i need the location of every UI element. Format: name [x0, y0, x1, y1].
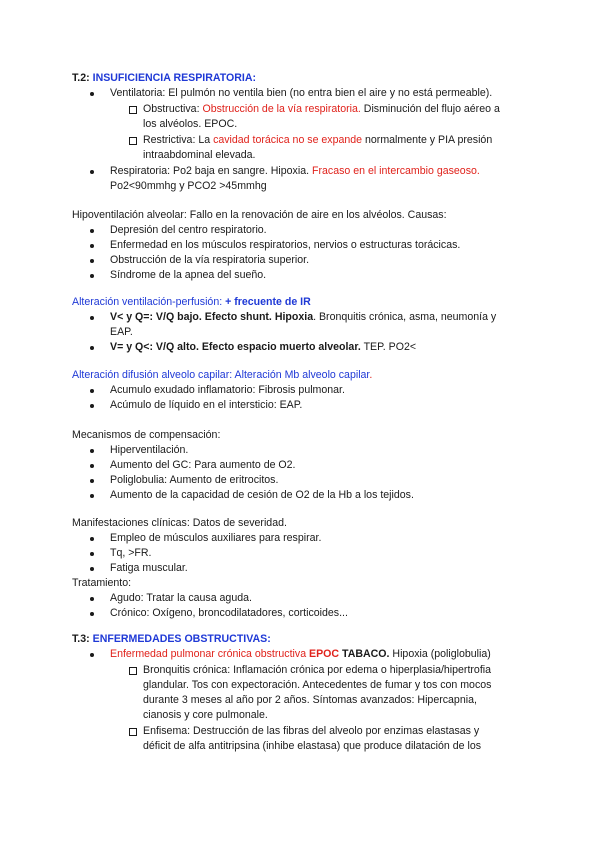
bullet-icon	[90, 404, 94, 408]
tratamiento-title: Tratamiento:	[72, 577, 132, 589]
bullet-icon	[90, 653, 94, 657]
restrictiva-label: Restrictiva: La	[143, 134, 214, 146]
vp-item-2	[110, 340, 416, 355]
list-item: Depresión del centro respiratorio.	[110, 224, 267, 236]
checkbox-icon	[129, 106, 137, 114]
vp-title-text: Alteración ventilación-perfusión:	[72, 296, 226, 308]
bronquitis-line: cianosis y core pulmonale.	[143, 709, 268, 721]
epoc-highlight: Enfermedad pulmonar crónica obstructiva	[110, 648, 310, 660]
vp-title	[72, 295, 311, 310]
obstructiva-line	[143, 102, 500, 117]
list-item: Poliglobulia: Aumento de eritrocitos.	[110, 474, 279, 486]
checkbox-icon	[129, 667, 137, 675]
bullet-icon	[90, 464, 94, 468]
bullet-icon	[90, 567, 94, 571]
list-item: Aumento de la capacidad de cesión de O2 de la Hb a los tejidos.	[110, 489, 414, 501]
bullet-icon	[90, 537, 94, 541]
ventilatoria-text: Ventilatoria: El pulmón no ventila bien (no entra bien el aire y no está permeable).	[110, 87, 493, 99]
obstructiva-highlight: Obstrucción de la vía respiratoria.	[202, 103, 361, 115]
vp-item-1-bold: V< y Q=: V/Q bajo. Efecto shunt. Hipoxia	[110, 311, 314, 323]
vp-item-1-text: . Bronquitis crónica, asma, neumonía y	[313, 311, 497, 323]
restrictiva-highlight: cavidad torácica no se expande	[213, 134, 363, 146]
list-item: Acúmulo de líquido en el intersticio: EAP.	[110, 399, 303, 411]
list-item: Hiperventilación.	[110, 444, 189, 456]
enfisema-line: déficit de alfa antitripsina (inhibe elastasa) que produce dilatación de los	[143, 740, 482, 752]
list-item: Tq, >FR.	[110, 547, 152, 559]
t2-title: INSUFICIENCIA RESPIRATORIA:	[92, 72, 257, 84]
list-item: Agudo: Tratar la causa aguda.	[110, 592, 252, 604]
manifestaciones-title: Manifestaciones clínicas: Datos de severidad.	[72, 517, 287, 529]
difusion-title-dot: .	[369, 369, 373, 381]
epoc-line	[110, 647, 491, 662]
bullet-icon	[90, 552, 94, 556]
mecanismos-title: Mecanismos de compensación:	[72, 429, 221, 441]
checkbox-icon	[129, 137, 137, 145]
list-item: Empleo de músculos auxiliares para respirar.	[110, 532, 322, 544]
epoc-text: Hipoxia (poliglobulia)	[389, 648, 491, 660]
vp-item-1-cont: EAP.	[110, 326, 133, 338]
bullet-icon	[90, 259, 94, 263]
bullet-icon	[90, 170, 94, 174]
difusion-title	[72, 368, 372, 383]
checkbox-icon	[129, 728, 137, 736]
bullet-icon	[90, 597, 94, 601]
bullet-icon	[90, 479, 94, 483]
bullet-icon	[90, 494, 94, 498]
bronquitis-line: glandular. Tos con expectoración. Antecedentes de fumar y tos con mocos	[143, 679, 492, 691]
restrictiva-text: normalmente y PIA presión	[362, 134, 493, 146]
obstructiva-label: Obstructiva:	[143, 103, 203, 115]
list-item: Acumulo exudado inflamatorio: Fibrosis pulmonar.	[110, 384, 345, 396]
list-item: Obstrucción de la vía respiratoria superior.	[110, 254, 310, 266]
respiratoria-line	[110, 164, 480, 179]
respiratoria-cont: Po2<90mmhg y PCO2 >45mmhg	[110, 180, 267, 192]
obstructiva-text: Disminución del flujo aéreo a	[360, 103, 500, 115]
list-item: Síndrome de la apnea del sueño.	[110, 269, 267, 281]
list-item: Fatiga muscular.	[110, 562, 188, 574]
list-item: Aumento del GC: Para aumento de O2.	[110, 459, 296, 471]
restrictiva-line	[143, 133, 492, 148]
t3-title: ENFERMEDADES OBSTRUCTIVAS:	[92, 633, 271, 645]
bullet-icon	[90, 389, 94, 393]
bullet-icon	[90, 92, 94, 96]
t2-heading	[72, 71, 256, 86]
bullet-icon	[90, 346, 94, 350]
restrictiva-cont: intraabdominal elevada.	[143, 149, 256, 161]
epoc-acronym: EPOC	[309, 648, 340, 660]
obstructiva-cont: los alvéolos. EPOC.	[143, 118, 238, 130]
bullet-icon	[90, 612, 94, 616]
bullet-icon	[90, 316, 94, 320]
vp-title-bold: + frecuente de IR	[225, 296, 311, 308]
bullet-icon	[90, 244, 94, 248]
respiratoria-highlight: Fracaso en el intercambio gaseoso.	[312, 165, 480, 177]
vp-item-2-bold: V= y Q<: V/Q alto. Efecto espacio muerto alveolar.	[110, 341, 361, 353]
t3-prefix: T.3:	[72, 633, 90, 645]
bullet-icon	[90, 449, 94, 453]
list-item: Enfermedad en los músculos respiratorios, nervios o estructuras torácicas.	[110, 239, 461, 251]
t2-prefix: T.2:	[72, 72, 90, 84]
difusion-title-text: Alteración difusión alveolo capilar: Alteración Mb alveolo capilar	[72, 369, 370, 381]
respiratoria-text: Respiratoria: Po2 baja en sangre. Hipoxia.	[110, 165, 312, 177]
list-item: Crónico: Oxígeno, broncodilatadores, corticoides...	[110, 607, 348, 619]
bronquitis-line: durante 3 meses al año por 2 años. Síntomas avanzados: Hipercapnia,	[143, 694, 477, 706]
enfisema-line: Enfisema: Destrucción de las fibras del alveolo por enzimas elastasas y	[143, 725, 480, 737]
vp-item-1	[110, 310, 496, 325]
bronquitis-line: Bronquitis crónica: Inflamación crónica por edema o hiperplasia/hipertrofia	[143, 664, 492, 676]
bullet-icon	[90, 229, 94, 233]
vp-item-2-text: TEP. PO2<	[360, 341, 417, 353]
bullet-icon	[90, 274, 94, 278]
epoc-tabaco: TABACO.	[339, 648, 390, 660]
t3-heading	[72, 632, 271, 647]
hipoventilacion-title: Hipoventilación alveolar: Fallo en la renovación de aire en los alvéolos. Causas:	[72, 209, 447, 221]
